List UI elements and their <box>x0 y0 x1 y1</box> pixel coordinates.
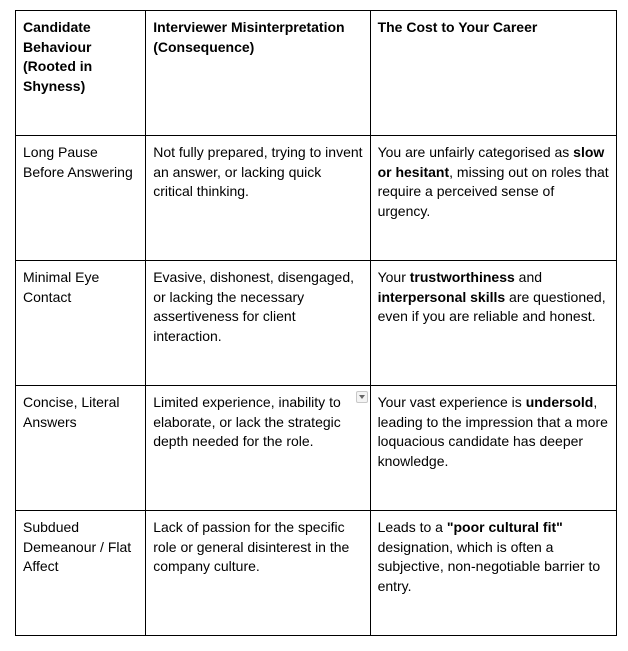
table-row <box>16 261 617 386</box>
behaviour-cell[interactable]: Long Pause Before Answering <box>16 136 146 261</box>
cost-cell[interactable] <box>370 386 616 511</box>
behaviour-cell[interactable]: Minimal Eye Contact <box>16 261 146 386</box>
cost-text-segment: Your vast experience is <box>377 394 526 410</box>
cost-cell[interactable] <box>370 261 616 386</box>
misinterpretation-cell[interactable]: Lack of passion for the specific role or general disinterest in the company culture. <box>146 511 370 636</box>
misinterpretation-cell[interactable]: Not fully prepared, trying to invent an answer, or lacking quick critical thinking. <box>146 136 370 261</box>
table-row <box>16 136 617 261</box>
header-career-cost: The Cost to Your Career <box>370 11 616 136</box>
chevron-down-icon[interactable] <box>356 391 368 403</box>
header-candidate-behaviour: Candidate Behaviour (Rooted in Shyness) <box>16 11 146 136</box>
cost-text-segment: are questioned, even if you are reliable and honest. <box>377 288 606 325</box>
cost-text-segment: You are unfairly categorised as <box>377 144 574 160</box>
behaviour-cell[interactable]: Concise, Literal Answers <box>16 386 146 511</box>
header-interviewer-misinterpretation: Interviewer Misinterpretation (Consequence) <box>146 11 370 136</box>
comparison-table <box>15 10 617 636</box>
cost-text-segment: , leading to the impression that a more loquacious candidate has deeper knowledge. <box>377 394 608 469</box>
cost-text-segment: designation, which is often a subjective, non-negotiable barrier to entry. <box>377 538 601 594</box>
table-row <box>16 511 617 636</box>
cost-text-segment: Your <box>377 269 410 285</box>
misinterpretation-cell[interactable] <box>146 386 370 511</box>
behaviour-cell[interactable]: Subdued Demeanour / Flat Affect <box>16 511 146 636</box>
misinterpretation-text: Limited experience, inability to elaborate, or lack the strategic depth needed for the role. <box>153 394 341 450</box>
cost-text-emphasis: slow or hesitant <box>377 144 605 180</box>
cost-text-emphasis: "poor cultural fit" <box>446 519 563 535</box>
cost-cell[interactable] <box>370 511 616 636</box>
cost-text-segment: and <box>514 269 543 285</box>
cost-text-segment: , missing out on roles that require a perceived sense of urgency. <box>377 163 609 219</box>
cost-text-emphasis: interpersonal skills <box>377 288 506 305</box>
table-header-row <box>16 11 617 136</box>
cost-text-emphasis: trustworthiness <box>409 269 515 285</box>
cost-text-segment: Leads to a <box>377 519 447 535</box>
cost-cell[interactable] <box>370 136 616 261</box>
misinterpretation-cell[interactable]: Evasive, dishonest, disengaged, or lacking the necessary assertiveness for client interaction. <box>146 261 370 386</box>
table-row <box>16 386 617 511</box>
cost-text-emphasis: undersold <box>525 394 594 410</box>
